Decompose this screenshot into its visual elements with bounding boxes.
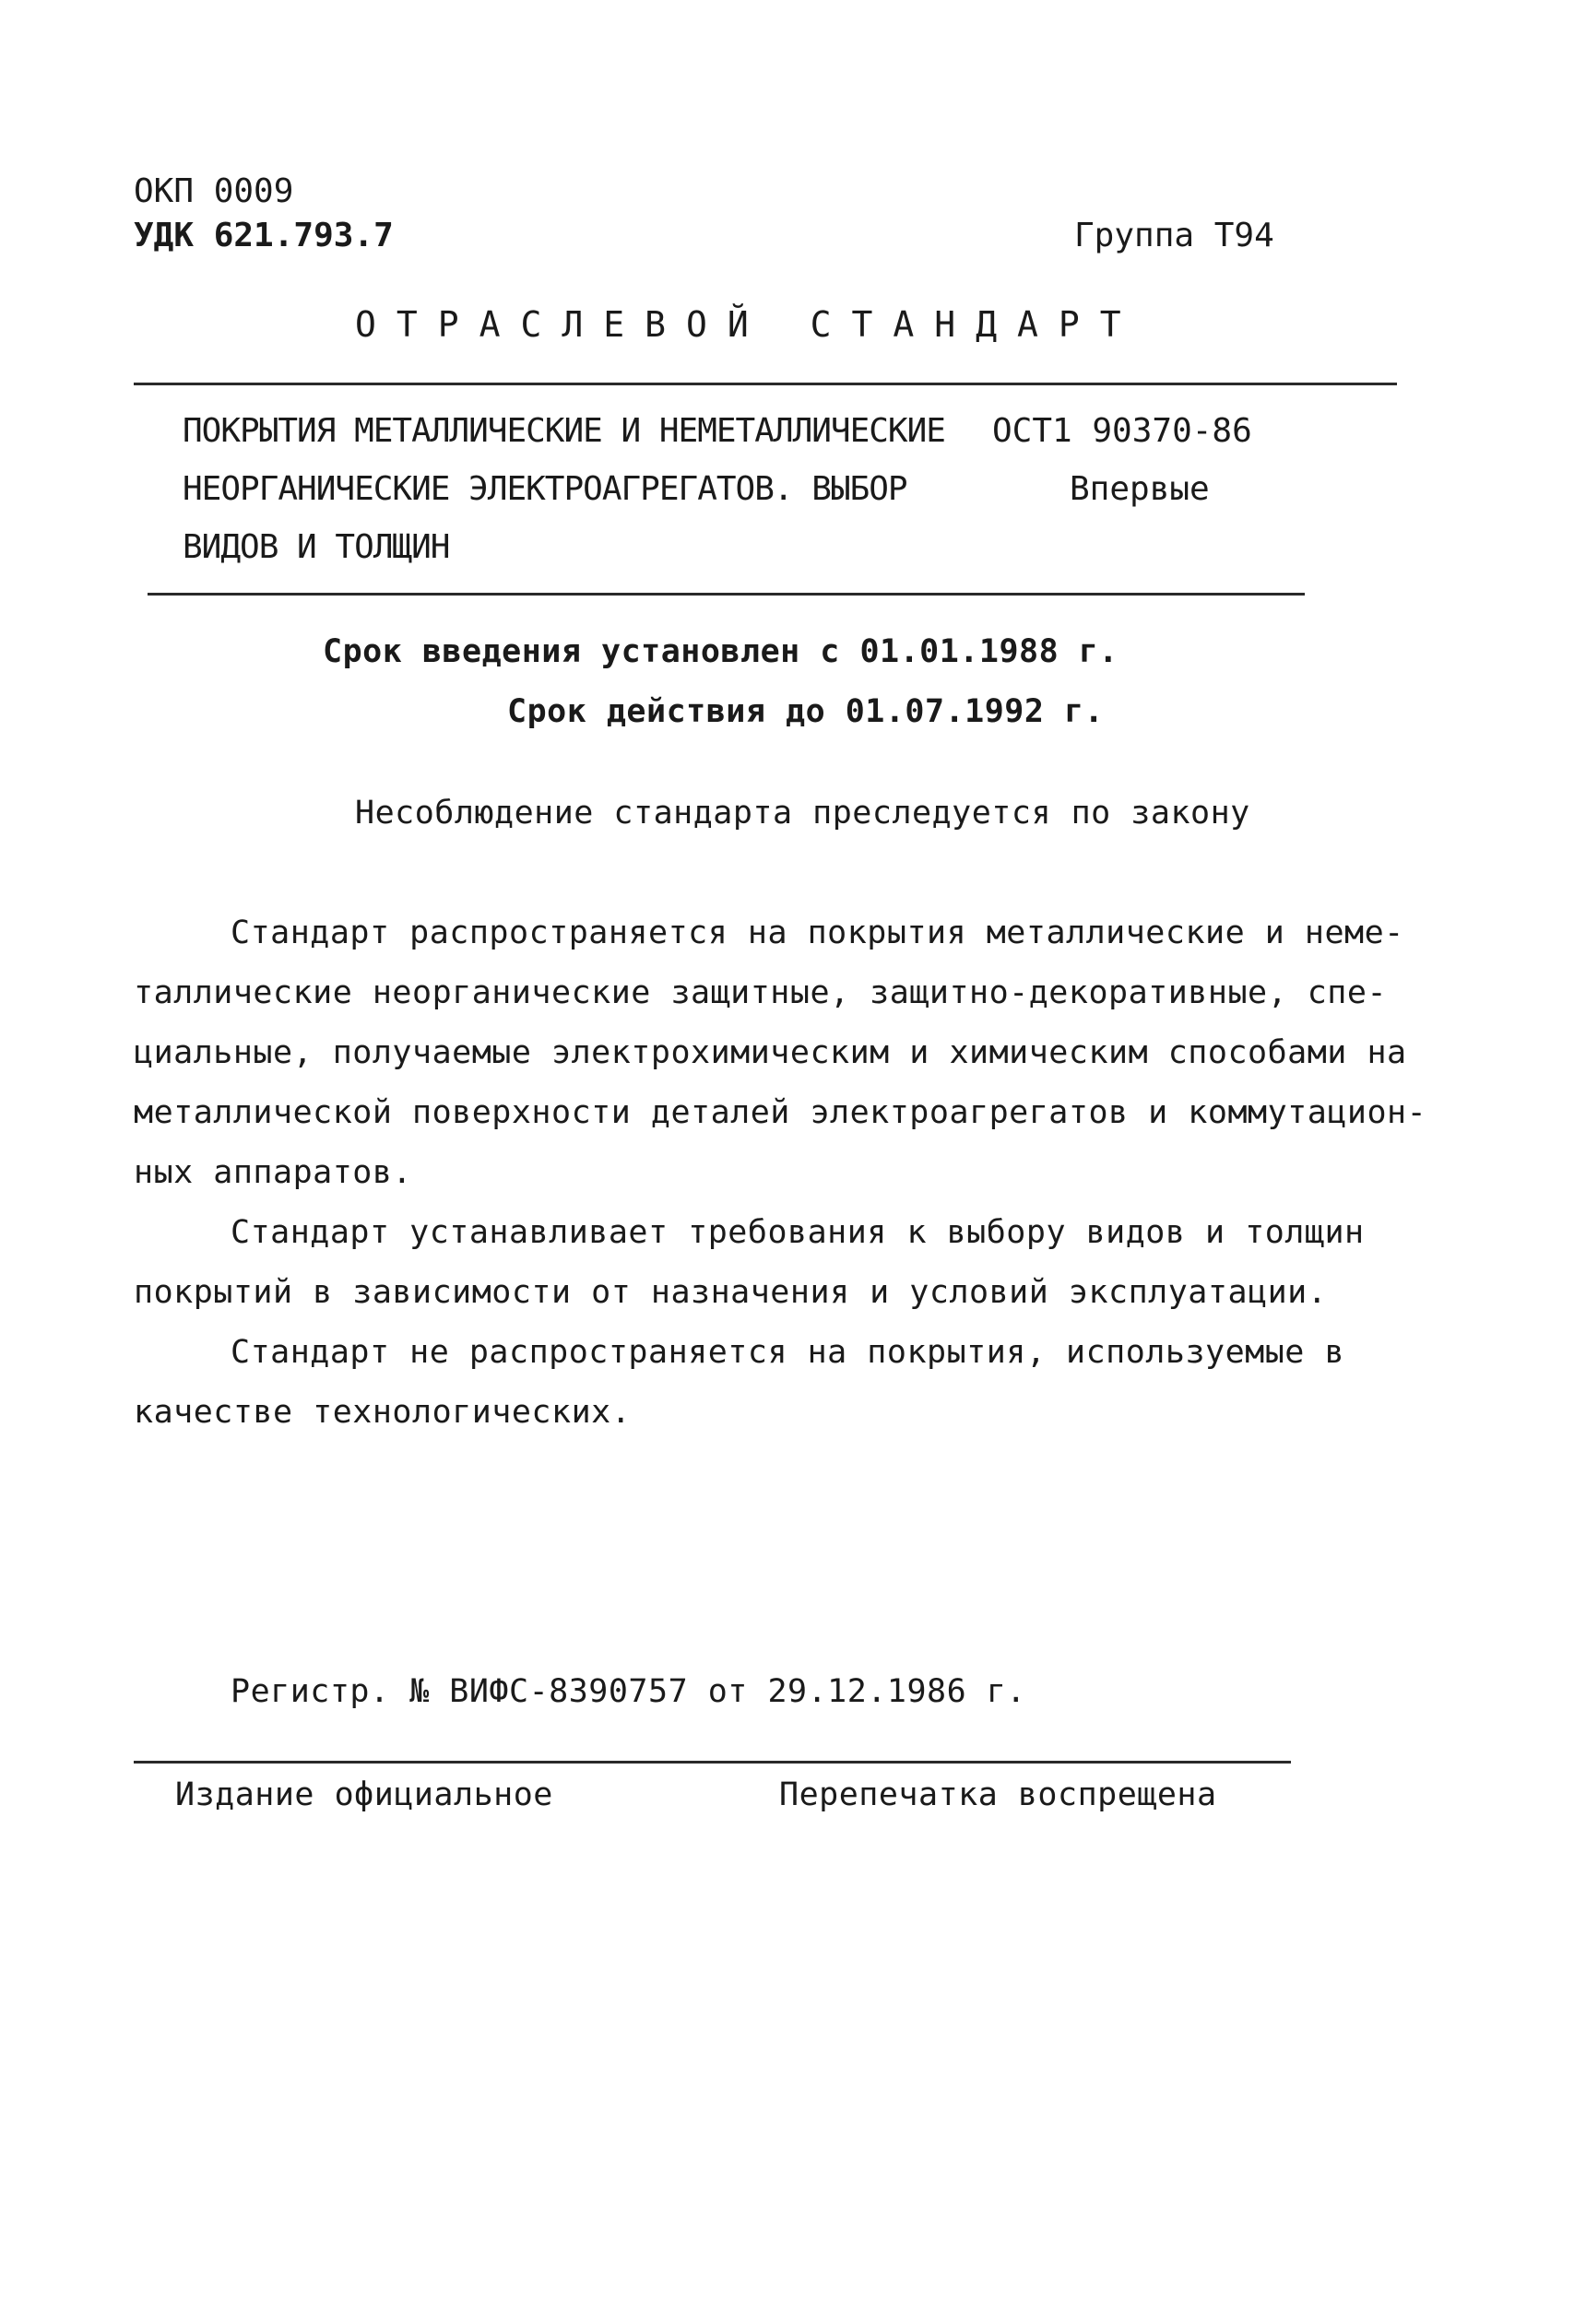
introduction-date: Срок введения установлен с 01.01.1988 г. [323, 633, 1118, 670]
official-edition-label: Издание официальное [175, 1776, 553, 1813]
title-line-1: ПОКРЫТИЯ МЕТАЛЛИЧЕСКИЕ И НЕМЕТАЛЛИЧЕСКИЕ [183, 412, 945, 450]
footer-rule [134, 1761, 1291, 1764]
paragraph-1-line-3: циальные, получаемые электрохимическим и химическим способами на [134, 1034, 1407, 1071]
paragraph-2-line-1: Стандарт устанавливает требования к выбору видов и толщин [231, 1214, 1365, 1251]
first-edition-label: Впервые [1070, 470, 1210, 508]
title-bottom-rule [148, 593, 1305, 596]
okp-code: ОКП 0009 [134, 172, 294, 210]
paragraph-1-line-2: таллические неорганические защитные, защитно-декоративные, спе- [134, 974, 1388, 1011]
document-type: ОТРАСЛЕВОЙ СТАНДАРТ [355, 304, 1142, 345]
group-code: Группа Т94 [1074, 217, 1274, 254]
reprint-prohibited-label: Перепечатка воспрещена [779, 1776, 1217, 1813]
paragraph-2-line-2: покрытий в зависимости от назначения и условий эксплуатации. [134, 1274, 1328, 1311]
paragraph-3-line-1: Стандарт не распространяется на покрытия, используемые в [231, 1334, 1345, 1371]
legal-notice: Несоблюдение стандарта преследуется по закону [355, 795, 1250, 832]
validity-date: Срок действия до 01.07.1992 г. [507, 693, 1105, 730]
paragraph-1-line-4: металлической поверхности деталей электроагрегатов и коммутацион- [134, 1094, 1427, 1131]
title-line-2: НЕОРГАНИЧЕСКИЕ ЭЛЕКТРОАГРЕГАТОВ. ВЫБОР [183, 470, 907, 508]
title-line-3: ВИДОВ И ТОЛЩИН [183, 528, 450, 566]
standard-code: ОСТ1 90370-86 [992, 412, 1252, 450]
paragraph-1-line-5: ных аппаратов. [134, 1154, 413, 1191]
paragraph-3-line-2: качестве технологических. [134, 1394, 632, 1431]
paragraph-1-line-1: Стандарт распространяется на покрытия металлические и неме- [231, 914, 1404, 951]
udk-code: УДК 621.793.7 [134, 217, 394, 254]
top-rule [134, 383, 1397, 385]
registration-number: Регистр. № ВИФС-8390757 от 29.12.1986 г. [231, 1673, 1026, 1710]
